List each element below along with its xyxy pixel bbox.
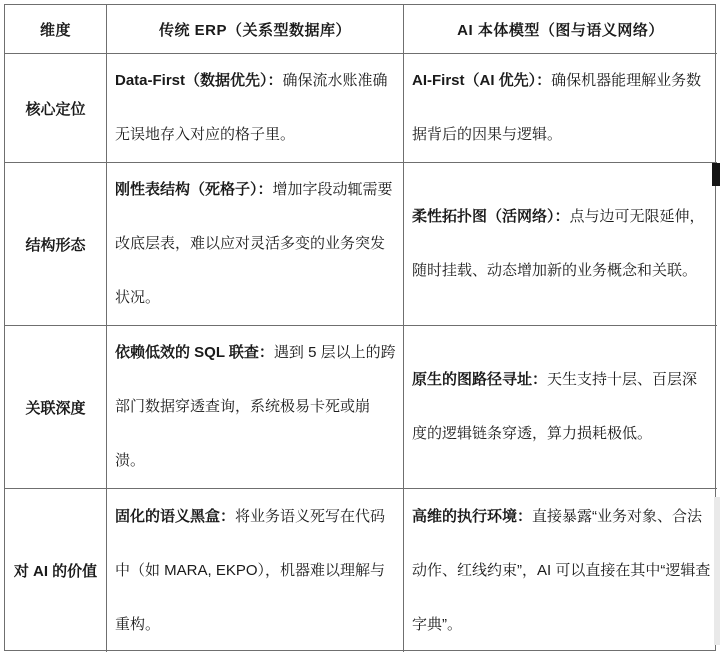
cell-lead-text: 刚性表结构（死格子）： [115, 181, 273, 198]
scrollbar-thumb[interactable] [712, 163, 720, 186]
cell-body-text: 将业务语义死写在代码中（如 MARA, EKPO），机器难以理解与重构。 [115, 507, 386, 633]
row-label-association-depth: 关联深度 [5, 326, 107, 489]
cell-body-text: 确保流水账准确无误地存入对应的格子里。 [115, 72, 388, 143]
header-traditional-erp: 传统 ERP（关系型数据库） [107, 5, 404, 54]
cell-text [115, 163, 397, 325]
cell-text [115, 490, 397, 652]
cell-body-text: 点与边可无限延伸，随时挂载、动态增加新的业务概念和关联。 [412, 208, 705, 279]
cell-value-to-ai-erp [107, 489, 404, 652]
cell-association-depth-erp [107, 326, 404, 489]
cell-text [412, 490, 711, 652]
cell-lead-text: AI-First（AI 优先）： [412, 72, 552, 89]
cell-body-text: 直接暴露“业务对象、合法动作、红线约束”，AI 可以直接在其中“逻辑查字典”。 [412, 507, 711, 633]
cell-body-text: 天生支持十层、百层深度的逻辑链条穿透，算力损耗极低。 [412, 371, 698, 442]
cell-lead-text: 高维的执行环境： [412, 507, 533, 525]
cell-text [412, 190, 711, 298]
row-label-value-to-ai: 对 AI 的价值 [5, 489, 107, 652]
cell-structure-form-erp [107, 163, 404, 326]
comparison-table [4, 4, 716, 651]
cell-body-text: 遇到 5 层以上的跨部门数据穿透查询，系统极易卡死或崩溃。 [115, 344, 396, 469]
row-label-core-positioning: 核心定位 [5, 54, 107, 163]
cell-core-positioning-erp [107, 54, 404, 163]
cell-text [412, 54, 711, 162]
scrollbar-track[interactable] [714, 497, 720, 645]
header-dimension: 维度 [5, 5, 107, 54]
header-ai-ontology-model: AI 本体模型（图与语义网络） [404, 5, 717, 54]
cell-lead-text: 固化的语义黑盒： [115, 507, 236, 525]
cell-body-text: 增加字段动辄需要改底层表，难以应对灵活多变的业务突发状况。 [115, 181, 393, 306]
cell-lead-text: 柔性拓扑图（活网络）： [412, 208, 570, 225]
cell-text [412, 353, 711, 461]
cell-association-depth-ai [404, 326, 717, 489]
cell-text [115, 54, 397, 162]
cell-lead-text: 依赖低效的 SQL 联查： [115, 344, 274, 361]
cell-lead-text: 原生的图路径寻址： [412, 371, 548, 388]
cell-text [115, 326, 397, 488]
cell-structure-form-ai [404, 163, 717, 326]
cell-body-text: 确保机器能理解业务数据背后的因果与逻辑。 [412, 72, 702, 143]
row-label-structure-form: 结构形态 [5, 163, 107, 326]
cell-core-positioning-ai [404, 54, 717, 163]
cell-lead-text: Data-First（数据优先）： [115, 72, 283, 89]
cell-value-to-ai-ai [404, 489, 717, 652]
